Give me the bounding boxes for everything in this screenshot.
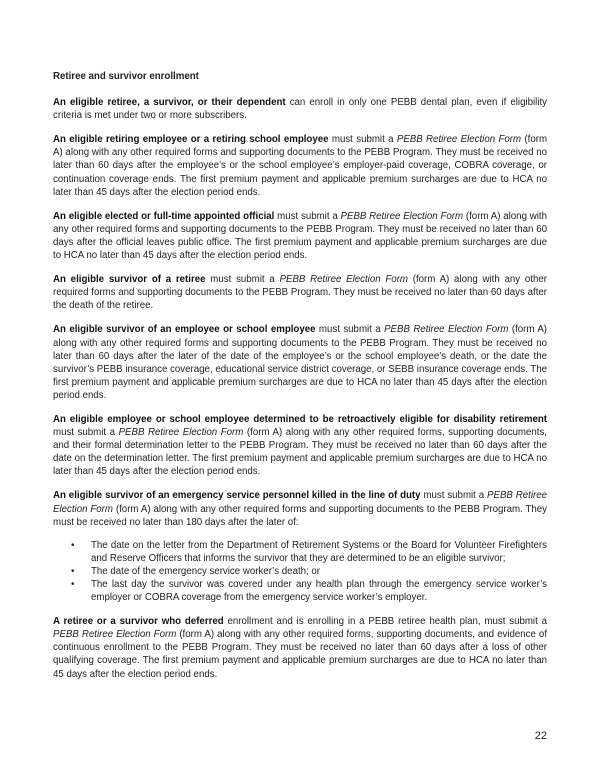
paragraph-text: must submit a: [315, 324, 385, 336]
paragraph-retiree-survivor-dependent: [53, 96, 547, 122]
paragraph-lead: An eligible retiring employee or a retiring school employee: [53, 134, 329, 146]
paragraph-text: (form A) along with any other required forms and supporting documents to the PEBB Program. They must be received no later than 60 days after the employee’s or the school employee’s employer-paid coverage, COBRA coverage, or continuation coverage ends. The first premium payment and applicable premium surcharges are due to HCA no later than 45 days after the election period ends.: [53, 134, 548, 198]
paragraph-text: enrollment and is enrolling in a PEBB retiree health plan, must submit a: [223, 616, 547, 628]
document-body: [53, 70, 547, 692]
paragraph-deferred-enrollment: [53, 615, 547, 680]
paragraph-text: must submit a: [274, 210, 341, 222]
paragraph-survivor-of-employee: [53, 323, 547, 402]
list-item-text: The date on the letter from the Department of Retirement Systems or the Board for Volunteer Firefighters and Reserve Officers that informs the survivor that they are determined to be an eligible survivor;: [91, 539, 547, 564]
paragraph-text: can enroll in only one PEBB dental plan, even if eligibility criteria is met under two or more subscribers.: [53, 97, 548, 122]
paragraph-text: (form A) along with any other required forms and supporting documents to the PEBB Program. They must be received no later than 180 days after the later of:: [53, 503, 548, 528]
bullet-icon: •: [71, 579, 75, 590]
form-title: PEBB Retiree Election Form: [396, 134, 522, 146]
form-title: PEBB Retiree Election Form: [53, 490, 547, 515]
form-title: PEBB Retiree Election Form: [118, 427, 244, 439]
paragraph-lead: A retiree or a survivor who deferred: [53, 616, 224, 628]
paragraph-emergency-service-survivor: [53, 489, 547, 528]
paragraph-text: must submit a: [53, 427, 119, 439]
paragraph-elected-official: [53, 210, 547, 262]
form-title: PEBB Retiree Election Form: [53, 629, 177, 641]
form-title: PEBB Retiree Election Form: [340, 210, 464, 222]
list-item: [71, 578, 547, 604]
paragraph-lead: An eligible survivor of an employee or school employee: [53, 324, 316, 336]
bullet-icon: •: [71, 539, 75, 551]
paragraph-text: must submit a: [420, 490, 488, 502]
paragraph-text: (form A) along with any other required forms and supporting documents to the PEBB Program. They must be received no later than 60 days after the later of the date of the employee’s or the school employee’s death, or the date the survivor’s PEBB insurance coverage, educational service district coverage, or SEBB insurance coverage ends. The first premium payment and applicable premium surcharges are due to HCA no later than 45 days after the election period ends.: [53, 324, 548, 401]
paragraph-lead: An eligible retiree, a survivor, or their dependent: [53, 97, 286, 109]
paragraph-retiring-employee: [53, 133, 547, 198]
paragraph-text: (form A) along with any other required forms and supporting documents to the PEBB Program. They must be received no later than 60 days after the death of the retiree.: [53, 274, 547, 312]
paragraph-text: must submit a: [328, 134, 397, 146]
list-item-text: The date of the emergency service worker’s death; or: [91, 565, 321, 577]
page-number: 22: [534, 730, 547, 742]
form-title: PEBB Retiree Election Form: [279, 274, 408, 286]
list-item: [71, 565, 547, 578]
section-heading: Retiree and survivor enrollment: [53, 71, 199, 82]
form-title: PEBB Retiree Election Form: [384, 324, 509, 336]
paragraph-lead: An eligible survivor of a retiree: [53, 274, 206, 286]
paragraph-text: (form A) along with any other required forms and supporting documents to the PEBB Program. They must be received no later than 60 days after the official leaves public office. The first premium payment and applicable premium surcharges are due to HCA no later than 45 days after the election period ends.: [53, 210, 547, 262]
list-item-text: The last day the survivor was covered under any health plan through the emergency service worker’s employer or COBRA coverage from the emergency service worker’s employer.: [91, 579, 547, 604]
paragraph-lead: An eligible employee or school employee determined to be retroactively eligible for disability retirement: [53, 413, 547, 425]
paragraph-lead: An eligible elected or full-time appointed official: [53, 210, 275, 222]
paragraph-text: must submit a: [205, 274, 280, 286]
paragraph-disability-retirement: [53, 413, 547, 478]
paragraph-text: (form A) along with any other required forms, supporting documents, and their formal determination letter to the PEBB Program. They must be received no later than 60 days after the date on the determination letter. The first premium payment and applicable premium surcharges are due to HCA no later than 45 days after the election period ends.: [53, 427, 547, 478]
paragraph-text: (form A) along with any other required forms, supporting documents, and evidence of continuous enrollment to the PEBB Program. They must be received no later than 60 days after a loss of other qualifying coverage. The first premium payment and applicable premium surcharges are due to HCA no later than 45 days after the election period ends.: [53, 629, 548, 680]
bullet-icon: •: [71, 565, 75, 577]
list-item: [71, 539, 547, 565]
paragraph-lead: An eligible survivor of an emergency service personnel killed in the line of duty: [53, 490, 421, 502]
bullet-list: [53, 539, 547, 604]
paragraph-survivor-of-retiree: [53, 273, 547, 312]
